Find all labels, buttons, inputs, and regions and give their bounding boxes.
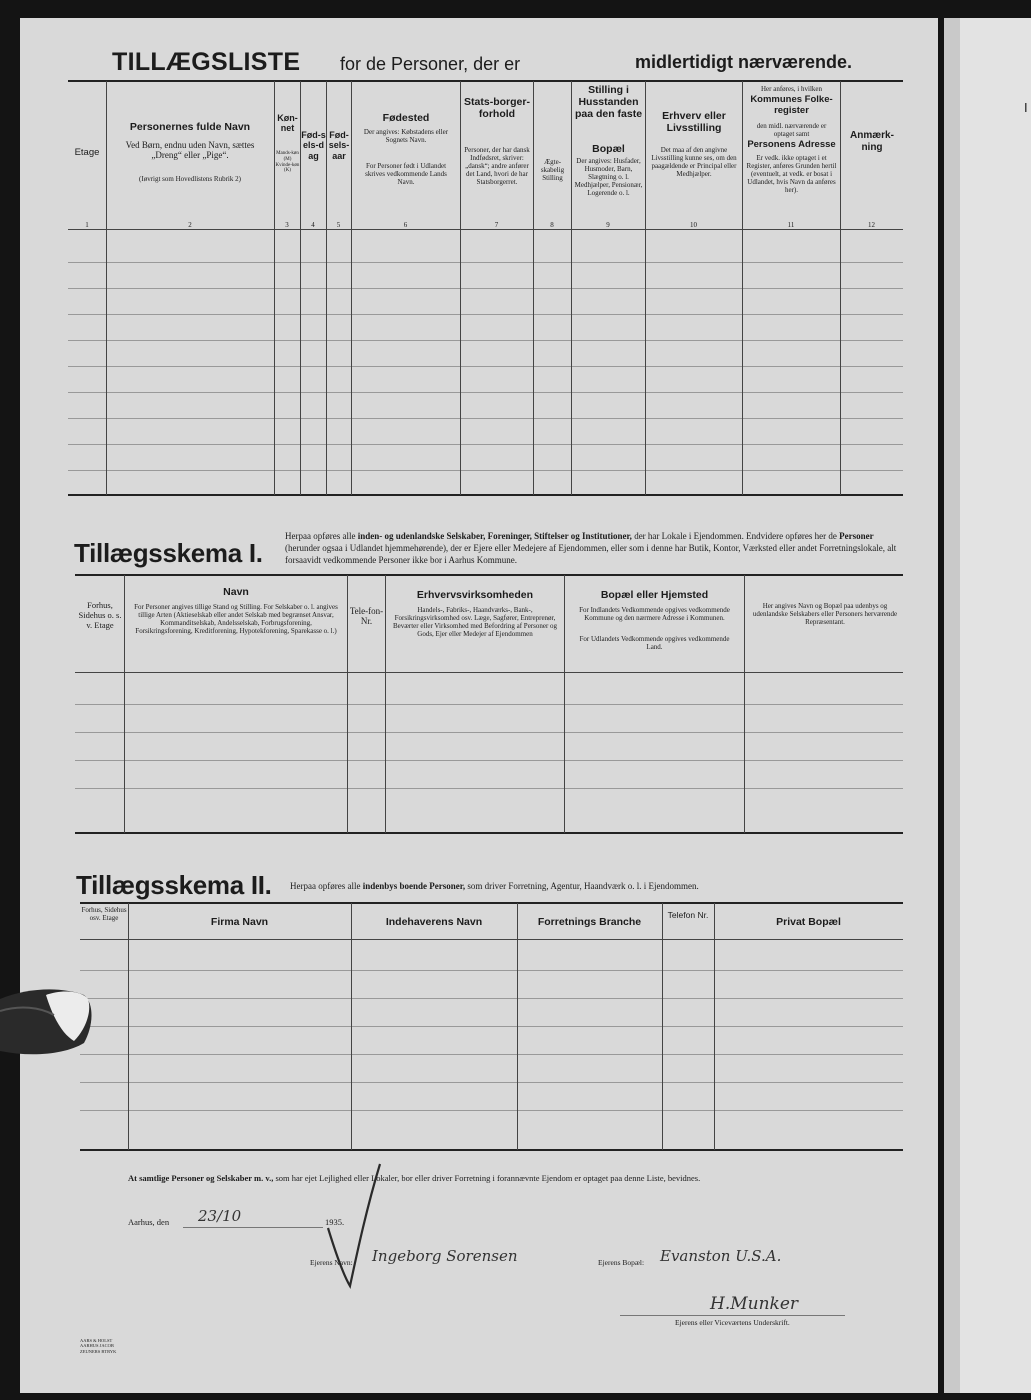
owner-name-value: Ingeborg Sorensen xyxy=(372,1247,518,1265)
list-col-aegteskab: Ægte-skabelig Stilling xyxy=(540,158,565,183)
adjacent-page-letter: I xyxy=(1024,100,1028,115)
skema2-top-border xyxy=(80,902,903,904)
declaration-text: At samtlige Personer og Selskaber m. v., som har ejet Lejlighed eller Lokaler, bor eller driver Forretning i forannævnte Ejendom er optaget paa denne Liste, bevidnes. xyxy=(128,1173,701,1183)
skema1-col-telefon: Tele-fon-Nr. xyxy=(349,606,384,627)
list-header-bottom xyxy=(68,229,903,230)
list-bottom-border xyxy=(68,494,903,496)
form-sheet: TILLÆGSLISTE for de Personer, der er midlertidigt nærværende. Etage Personernes fulde Navn Ved Børn, endnu uden Navn, sættes „Dreng“ eller „Pige“. (Iøvrigt som Hovedlistens Rubrik 2) Køn-net Mands-køn (M) Kvinde-køn (K) Fød-sels-dag Fød-sels-aar Fødested Der angives: Købstadens eller Sognets Navn. For Personer født i Udlandet skrives vedkommende Lands Navn. Stats-borger-forhold Personer, der har dansk Indfødsret, skriver: „dansk“; andre anfører det Land, hvori de har Statsborgerret. Ægte-skabelig Stilling Stilling i Husstanden paa den faste Bopæl Der angives: Husfader, Husmoder, Barn, Slægtning o. l. Medhjælper, Pensionær, Logerende o. l. Erhverv eller Livsstilling Det maa af den angivne Livsstilling kunne ses, om den paagældende er Principal eller Medhjælper. Her anføres, i hvilken Kommunes Folke-register den midl. nærværende er optaget samt Personens Adresse Er vedk. ikke optaget i et Register, anføres Grunden hertil (eventuelt, at vedk. er bosat i Udlandet, hvis Navn da anføres her). Anmærk-ning 1 2 3 4 5 6 7 8 9 10 11 12 Tillægsskema I. Herpaa opføres alle inden- og udenlandske Selskaber, Foreninger, Stiftelser og Institutioner, der har Lokale i Ejendommen. Endvidere opføres her de Personer (herunder ogsaa i Udlandet hjemmehørende), der er Ejere eller Medejere af Ejendommen, eller som i denne har Butik, Kontor, Værksted eller andet Forretningslokale, alt forsaavidt vedkommende Personer ikke bor i Aarhus Kommune. Forhus, Sidehus o. s. v. Etage Navn For Personer angives tillige Stand og Stilling. For Selskaber o. l. angives tillige Arten (Aktieselskab eller andet Selskab med begrænset Ansvar, Kommanditselskab, Andelsselskab, Forbrugsforening, Forsikringsforening, Kreditforening, Hypotekforening, Sparekasse o. l.) Tele-fon-Nr. Erhvervsvirksomheden Handels-, Fabriks-, Haandværks-, Bank-, Forsikringsvirksomhed osv. Læge, Sagfører, Entreprenør, Beværter eller Virksomhed med Befordring af Personer og Gods, Ejer eller Medejer af Ejendommen Bopæl eller Hjemsted For Indlandets Vedkommende opgives vedkommende Kommune og den nærmere Adresse i Kommunen. For Udlandets Vedkommende opgives vedkommende Land. Her angives Navn og Bopæl paa udenbys og udenlandske Selskabers eller Personers herværende Repræsentant. Tillægsskema II. Herpaa opføres alle indenbys boende Personer, som driver Forretning, Agentur, Haandværk o. l. i Ejendommen. Forhus, Sidehus osv. Etage Firma Navn Indehaverens Navn Forretnings Branche Telefon Nr. Privat Bopæl At samtlige Personer og Selskaber m. v., som har ejet Lejlighed eller Lokaler, bor eller driver Forretning i forannævnte Ejendom er optaget paa denne Liste, bevidnes. Aarhus, den 23/10 1935. Ejerens Navn: Ingeborg Sorensen Ejerens Bopæl: Evanston U.S.A. H.Munker Ejerens eller Viceværtens Underskrift. AARS & HOLST AARHUS JACOB ZEUNERS BTRYK xyxy=(20,18,938,1393)
skema2-col-telefon: Telefon Nr. xyxy=(667,910,709,920)
signature-line xyxy=(620,1315,845,1316)
skema2-col-etage: Forhus, Sidehus osv. Etage xyxy=(81,906,127,923)
page-subtitle: for de Personer, der er xyxy=(340,54,521,74)
skema2-title: Tillægsskema II. xyxy=(76,870,272,900)
year-label: 1935. xyxy=(325,1217,345,1227)
skema2-col-privat-bopael: Privat Bopæl xyxy=(776,916,841,928)
list-top-border xyxy=(68,80,903,82)
skema1-bottom-border xyxy=(75,832,903,834)
adjacent-page xyxy=(944,18,1031,1393)
signature-value: H.Munker xyxy=(710,1294,799,1314)
list-col-fodselsaar: Fød-sels-aar xyxy=(328,130,350,161)
page-title: TILLÆGSLISTE xyxy=(112,48,301,76)
owner-address-label: Ejerens Bopæl: xyxy=(598,1258,645,1267)
date-value: 23/10 xyxy=(198,1207,242,1225)
list-col-etage: Etage xyxy=(74,147,100,158)
skema2-col-branche: Forretnings Branche xyxy=(537,916,642,928)
skema1-col-repraesentant: Her angives Navn og Bopæl paa udenbys og udenlandske Selskabers eller Personers herværende Repræsentant. xyxy=(752,602,898,627)
skema1-col-etage: Forhus, Sidehus o. s. v. Etage xyxy=(78,600,122,630)
list-col-anmaerkning: Anmærk-ning xyxy=(850,130,894,153)
checkmark-stroke xyxy=(320,1158,390,1293)
signature-label: Ejerens eller Viceværtens Underskrift. xyxy=(675,1318,790,1327)
printer-mark: AARS & HOLST AARHUS JACOB ZEUNERS BTRYK xyxy=(80,1338,117,1354)
skema1-header-bottom xyxy=(75,672,903,673)
page-subtitle-bold: midlertidigt nærværende. xyxy=(635,52,853,72)
skema2-intro: Herpaa opføres alle indenbys boende Personer, som driver Forretning, Agentur, Haandværk o. l. i Ejendommen. xyxy=(290,881,699,891)
owner-address-value: Evanston U.S.A. xyxy=(660,1247,782,1265)
skema1-top-border xyxy=(75,574,903,576)
skema1-intro: Herpaa opføres alle inden- og udenlandske Selskaber, Foreninger, Stiftelser og Institutioner, der har Lokale i Ejendommen. Endvidere opføres her de Personer (herunder ogsaa i Udlandet hjemmehørende), der er Ejere eller Medejere af Ejendommen, eller som i denne har Butik, Kontor, Værksted eller andet Forretningslokale, alt forsaavidt vedkommende Personer ikke bor i Aarhus Kommune. xyxy=(285,531,897,566)
skema1-title: Tillægsskema I. xyxy=(74,538,263,568)
skema2-col-indehaver: Indehaverens Navn xyxy=(385,916,483,928)
date-line xyxy=(183,1227,323,1228)
skema2-col-firma: Firma Navn xyxy=(210,916,269,928)
list-col-fodselsdag: Fød-sels-dag xyxy=(301,130,326,161)
skema2-bottom-border xyxy=(80,1149,903,1151)
city-label: Aarhus, den xyxy=(128,1217,170,1227)
skema2-header-bottom xyxy=(80,939,903,940)
page-spine xyxy=(944,18,960,1393)
owner-name-label: Ejerens Navn: xyxy=(310,1258,353,1267)
binder-clip-image xyxy=(0,985,98,1065)
